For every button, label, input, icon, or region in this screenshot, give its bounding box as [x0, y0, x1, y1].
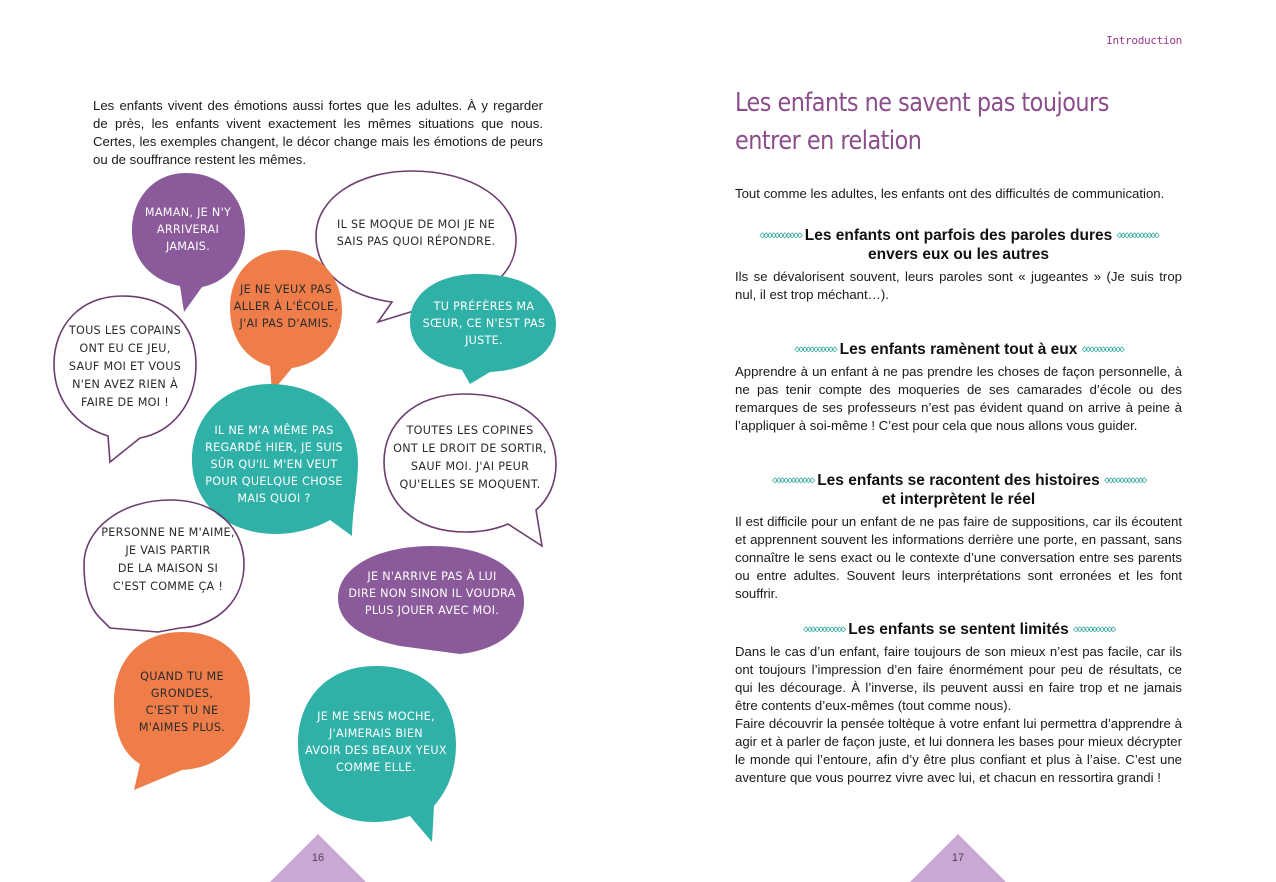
- chapter-title-line-2: entrer en relation: [735, 126, 922, 156]
- bubble-text-line: REGARDÉ HIER, JE SUIS: [205, 441, 343, 454]
- bubble-text-line: SAUF MOI. J'AI PEUR: [410, 460, 530, 473]
- bubble-text-line: JE NE VEUX PAS: [239, 283, 333, 296]
- intro-paragraph: Les enfants vivent des émotions aussi fortes que les adultes. À y regarder de près, les enfants vivent exactement les mêmes situations que nous. Certes, les exemples changent, le décor change mais les émotions de peurs ou de souffrance restent les mêmes.: [93, 98, 543, 168]
- section-heading-line-2: envers eux ou les autres: [868, 246, 1049, 263]
- bubble-text-line: TU PRÉFÈRES MA: [433, 300, 535, 313]
- bubble-text-line: TOUS LES COPAINS: [68, 324, 182, 337]
- section-body: Il est difficile pour un enfant de ne pas faire de suppositions, car ils écoutent et apprennent souvent les informations derrière une porte, en passant, sans connaître le sens exact ou le contexte d’une conversation entre ses parents ou entre adultes. Souvent leurs interprétations sont erronées et les font souffrir.: [735, 514, 1182, 601]
- bubble-text-line: DIRE NON SINON IL VOUDRA: [348, 587, 516, 600]
- bubble-text-line: C'EST TU NE: [145, 704, 219, 717]
- section-body: Dans le cas d’un enfant, faire toujours de son mieux n’est pas facile, car ils ont toujours l’impression d’en faire énormément pour peu de résultats, ce qui les décourage. À l’inverse, ils peuvent aussi en faire trop et ne jamais être contents d’eux-mêmes (tout comme nous).: [735, 644, 1182, 713]
- bubble-text-line: JE VAIS PARTIR: [125, 544, 211, 557]
- bubble-text-line: JE ME SENS MOCHE,: [317, 710, 435, 723]
- section-heading-line-1: Les enfants se racontent des histoires: [817, 472, 1100, 489]
- bubble-text-line: PLUS JOUER AVEC MOI.: [364, 604, 500, 617]
- speech-bubble-ecole: [230, 250, 342, 392]
- bubble-text-line: SŒUR, CE N'EST PAS: [422, 317, 546, 330]
- bubble-text-line: GRONDES,: [150, 687, 214, 700]
- bubble-text-line: FAIRE DE MOI !: [81, 396, 169, 409]
- bubble-text-line: J'AIMERAIS BIEN: [329, 727, 423, 740]
- bubble-text-line: JE N'ARRIVE PAS À LUI: [367, 570, 497, 583]
- wave-ornament-icon: ◇◇◇◇◇◇◇◇◇◇◇: [1073, 624, 1115, 635]
- section-heading-line-1: Les enfants ramènent tout à eux: [839, 341, 1078, 358]
- speech-bubble-copains: [54, 296, 196, 462]
- bubble-text-line: IL NE M'A MÊME PAS: [214, 424, 334, 437]
- bubble-text-line: ALLER À L'ÉCOLE,: [233, 300, 339, 313]
- wave-ornament-icon: ◇◇◇◇◇◇◇◇◇◇◇: [802, 624, 844, 635]
- bubble-text-line: C'EST COMME ÇA !: [112, 580, 224, 593]
- bubble-text-line: JUSTE.: [465, 334, 503, 347]
- page-number-text: 17: [951, 852, 965, 864]
- bubble-text-line: POUR QUELQUE CHOSE: [205, 475, 343, 488]
- page-tab-graphic: [638, 0, 1276, 882]
- speech-bubble-soeur: [410, 274, 556, 384]
- wave-ornament-icon: ◇◇◇◇◇◇◇◇◇◇◇: [771, 475, 813, 486]
- speech-bubble-personne: [84, 500, 244, 632]
- bubble-text-line: IL SE MOQUE DE MOI JE NE: [336, 218, 496, 231]
- chapter-title-line-1: Les enfants ne savent pas toujours: [735, 88, 1109, 118]
- bubble-text-line: ONT EU CE JEU,: [79, 342, 171, 355]
- page-number-text: 16: [311, 852, 325, 864]
- right-page: [638, 0, 1276, 882]
- bubble-text-line: MAIS QUOI ?: [237, 492, 311, 505]
- bubble-text-line: COMME ELLE.: [335, 761, 417, 774]
- running-header: Introduction: [1106, 34, 1182, 47]
- speech-bubble-arrive: [338, 546, 524, 654]
- bubble-text-line: TOUTES LES COPINES: [406, 424, 534, 437]
- bubble-text-line: MAMAN, JE N'Y: [144, 206, 232, 219]
- speech-bubble-copines: [384, 394, 556, 546]
- section-heading-line-1: Les enfants ont parfois des paroles dures: [804, 227, 1113, 244]
- bubble-text-line: SAUF MOI ET VOUS: [68, 360, 182, 373]
- bubble-text-line: N'EN AVEZ RIEN À: [72, 378, 178, 391]
- bubble-text-line: ONT LE DROIT DE SORTIR,: [393, 442, 547, 455]
- wave-ornament-icon: ◇◇◇◇◇◇◇◇◇◇◇: [794, 344, 836, 355]
- wave-ornament-icon: ◇◇◇◇◇◇◇◇◇◇◇: [1104, 475, 1146, 486]
- section-heading-line-2: et interprètent le réel: [881, 491, 1036, 508]
- bubble-text-line: QUAND TU ME: [140, 670, 224, 683]
- section-body-continued: Faire découvrir la pensée toltèque à votre enfant lui permettra d’apprendre à agir et à parler de façon juste, et lui donnera les bases pour mieux décrypter le monde qui l’entoure, afin d’y être plus confiant et plus à l’aise. C’est une aventure que vous pourrez vivre avec lui, et chacun en ressortira grandi !: [735, 716, 1182, 785]
- wave-ornament-icon: ◇◇◇◇◇◇◇◇◇◇◇: [1116, 230, 1158, 241]
- bubble-text-line: JAMAIS.: [165, 240, 211, 253]
- bubble-text-line: AVOIR DES BEAUX YEUX: [305, 744, 447, 757]
- wave-ornament-icon: ◇◇◇◇◇◇◇◇◇◇◇: [759, 230, 801, 241]
- speech-bubble-grondes: [114, 632, 250, 790]
- section-body: Ils se dévalorisent souvent, leurs paroles sont « jugeantes » (Je suis trop nul, il est trop méchant…).: [735, 269, 1182, 302]
- bubble-text-line: M'AIMES PLUS.: [138, 721, 226, 734]
- bubble-text-line: ARRIVERAI: [156, 223, 220, 236]
- speech-bubble-maman: [132, 173, 245, 312]
- bubble-text-line: PERSONNE NE M'AIME,: [101, 526, 235, 539]
- section-body: Apprendre à un enfant à ne pas prendre les choses de façon personnelle, à ne pas tenir compte des moqueries de ses camarades d’école ou des remarques de ses professeurs n’est pas évident quand on arrive à peine à l’appliquer à soi-même ! C’est pour cela que nous allons vous guider.: [735, 364, 1182, 433]
- bubble-text-line: QU'ELLES SE MOQUENT.: [399, 478, 541, 491]
- page-number: [908, 832, 1008, 882]
- speech-bubble-moche: [298, 666, 456, 842]
- lead-paragraph: Tout comme les adultes, les enfants ont des difficultés de communication.: [735, 186, 1165, 202]
- bubble-text-line: DE LA MAISON SI: [117, 562, 219, 575]
- section-heading-line-1: Les enfants se sentent limités: [848, 621, 1069, 638]
- bubble-text-line: SAIS PAS QUOI RÉPONDRE.: [336, 235, 496, 248]
- bubble-text-line: J'AI PAS D'AMIS.: [239, 317, 333, 330]
- wave-ornament-icon: ◇◇◇◇◇◇◇◇◇◇◇: [1081, 344, 1123, 355]
- page-number: [268, 832, 368, 882]
- bubble-text-line: SÛR QU'IL M'EN VEUT: [210, 458, 338, 471]
